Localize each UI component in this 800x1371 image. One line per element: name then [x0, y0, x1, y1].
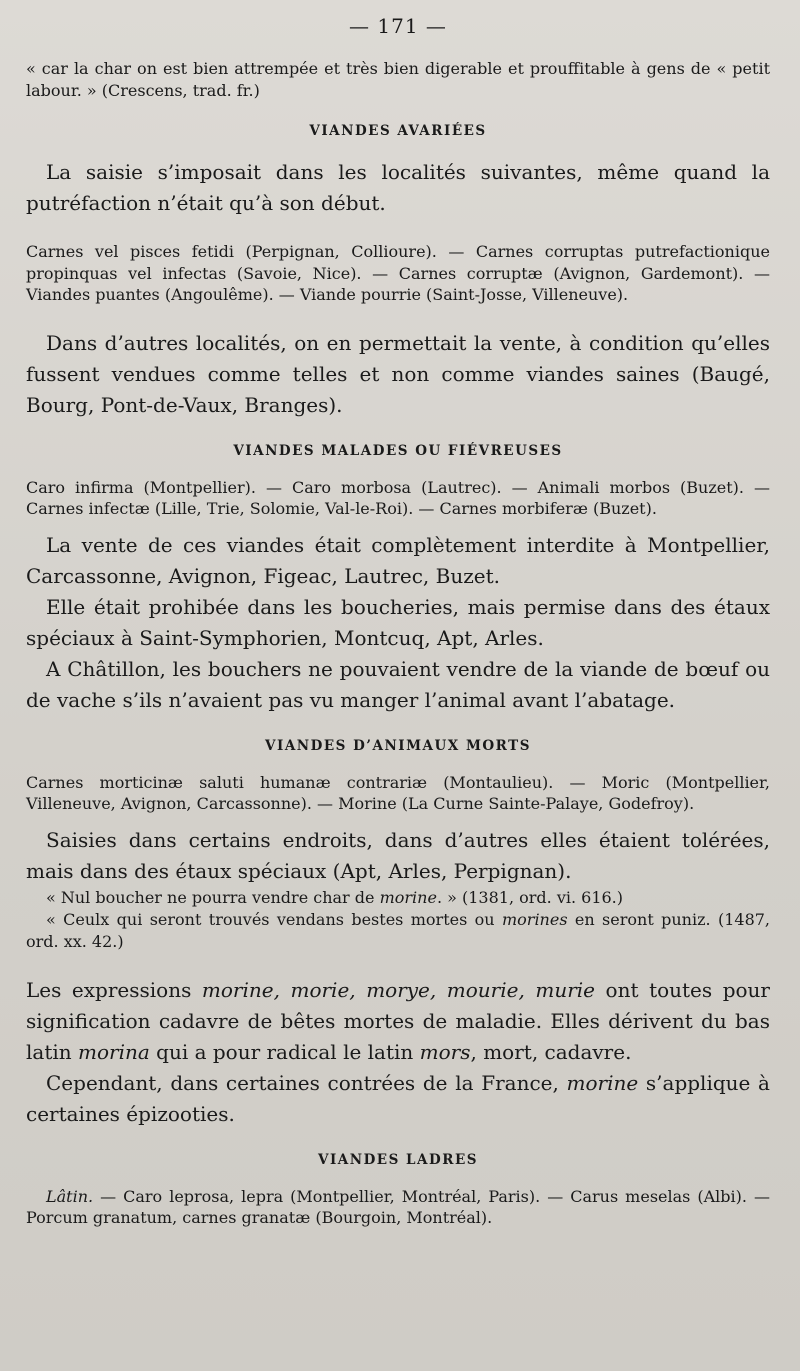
intro-quote: « car la char on est bien attrempée et très bien digerable et prouffitable à gens de « petit labour. » (Crescens, trad. fr.)	[26, 59, 770, 100]
paragraph: La saisie s’imposait dans les localités suivantes, même quand la putréfaction n’était qu’à son début.	[26, 160, 770, 215]
quote: « Ceulx qui seront trouvés vendans bestes mortes ou morines en seront puniz. (1487, ord. xx. 42.)	[26, 909, 771, 951]
section-heading-viandes-malades: VIANDES MALADES OU FIÉVREUSES	[233, 442, 563, 459]
paragraph: Elle était prohibée dans les boucheries, mais permise dans des étaux spéciaux à Saint-Symphorien, Montcuq, Apt, Arles.	[26, 594, 770, 650]
section-heading-viandes-avariees: VIANDES AVARIÉES	[309, 123, 487, 139]
quote: « Nul boucher ne pourra vendre char de morine. » (1381, ord. vi. 616.)	[46, 887, 624, 907]
latin-terms: Carnes vel pisces fetidi (Perpignan, Collioure). — Carnes corruptas putrefactionique propinquas vel infectas (Savoie, Nice). — Carnes corruptæ (Avignon, Gardemont). — Viandes puantes (Angoulême). — Viande pourrie (Saint-Josse, Villeneuve).	[26, 242, 770, 304]
paragraph: Dans d’autres localités, on en permettait la vente, à condition qu’elles fussent vendues comme telles et non comme viandes saines (Baugé, Bourg, Pont-de-Vaux, Branges).	[26, 330, 770, 417]
section-heading-viandes-ladres: VIANDES LADRES	[318, 1151, 478, 1168]
paragraph: Les expressions morine, morie, morye, mourie, murie ont toutes pour signification cadavre de bêtes mortes de maladie. Elles dérivent du bas latin morina qui a pour radical le latin mors, mort, cadavre.	[26, 977, 770, 1064]
paragraph: La vente de ces viandes était complètement interdite à Montpellier, Carcassonne, Avignon, Figeac, Lautrec, Buzet.	[26, 532, 770, 588]
paragraph: A Châtillon, les bouchers ne pouvaient vendre de la viande de bœuf ou de vache s’ils n’avaient pas vu manger l’animal avant l’abatage.	[26, 656, 770, 712]
section-heading-viandes-animaux-morts: VIANDES D’ANIMAUX MORTS	[265, 737, 531, 754]
page-number: — 171 —	[349, 14, 447, 38]
paragraph: Saisies dans certains endroits, dans d’autres elles étaient tolérées, mais dans des étaux spéciaux (Apt, Arles, Perpignan).	[26, 827, 770, 883]
paragraph: Cependant, dans certaines contrées de la France, morine s’applique à certaines épizooties.	[26, 1070, 770, 1126]
latin-terms: Lâtin. — Caro leprosa, lepra (Montpellier, Montréal, Paris). — Carus meselas (Albi). — Porcum granatum, carnes granatæ (Bourgoin, Montréal).	[26, 1186, 770, 1227]
latin-terms: Caro infirma (Montpellier). — Caro morbosa (Lautrec). — Animali morbos (Buzet). — Carnes infectæ (Lille, Trie, Solomie, Val-le-Roi). — Carnes morbiferæ (Buzet).	[26, 477, 770, 518]
latin-terms: Carnes morticinæ saluti humanæ contrariæ (Montaulieu). — Moric (Montpellier, Villeneuve, Avignon, Carcassonne). — Morine (La Curne Sainte-Palaye, Godefroy).	[26, 772, 770, 813]
